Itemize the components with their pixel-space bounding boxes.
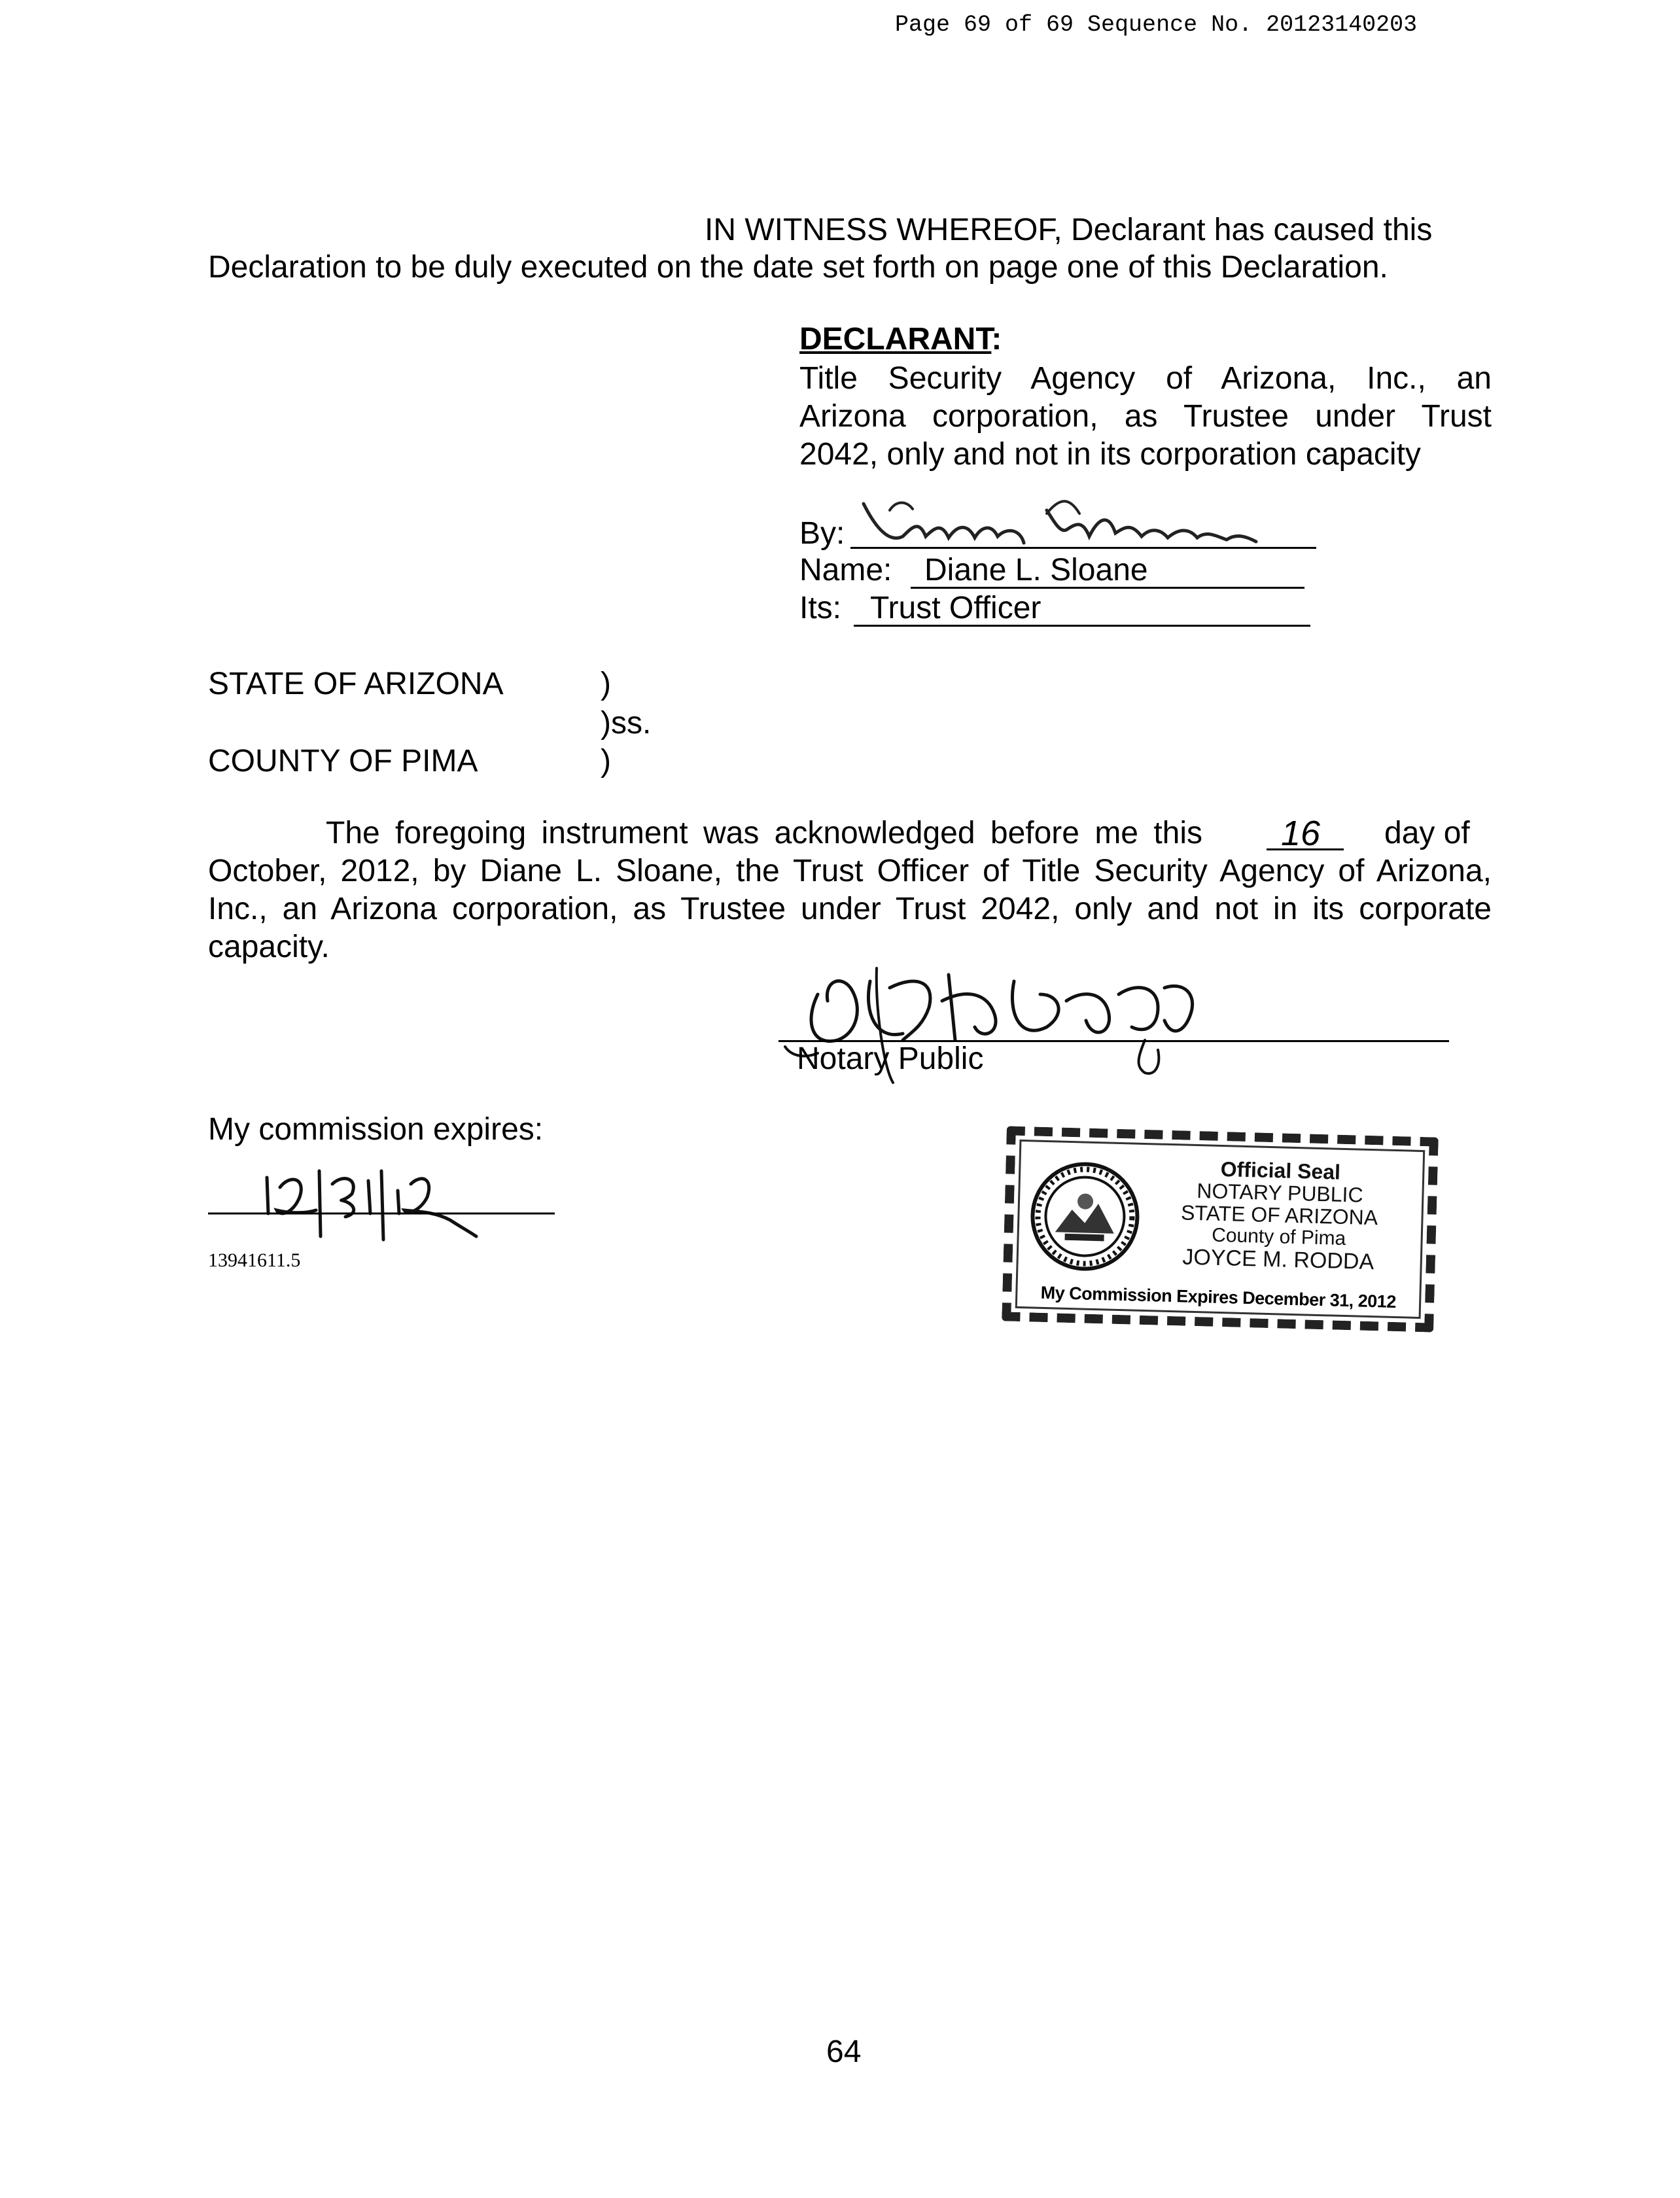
arizona-seal-icon: [1028, 1159, 1142, 1273]
name-label: Name:: [799, 553, 892, 587]
notary-seal-stamp: [1002, 1126, 1439, 1332]
name-value: Diane L. Sloane: [924, 553, 1148, 587]
seal-expires: My Commission Expires December 31, 2012: [1040, 1282, 1397, 1312]
ack-line-2: October, 2012, by Diane L. Sloane, the Trust Officer of Title Security Agency of Arizona,: [208, 854, 1492, 888]
seal-name: JOYCE M. RODDA: [1181, 1244, 1374, 1275]
venue-ss: )ss.: [601, 706, 652, 741]
commission-date-handwritten: [208, 1164, 561, 1243]
its-label: Its:: [799, 591, 842, 625]
declarant-line-3: 2042, only and not in its corporation capacity: [799, 437, 1421, 472]
venue-paren-3: ): [601, 744, 611, 778]
ack-line-3: Inc., an Arizona corporation, as Trustee under Trust 2042, only and not in its corporate: [208, 892, 1492, 926]
witness-line-2: Declaration to be duly executed on the date set forth on page one of this Declaration.: [208, 250, 1388, 285]
commission-label: My commission expires:: [208, 1112, 544, 1147]
its-value: Trust Officer: [870, 591, 1041, 625]
ack-line-4: capacity.: [208, 930, 330, 964]
declarant-heading: DECLARANT: [799, 322, 992, 357]
seal-notary-public: NOTARY PUBLIC: [1196, 1179, 1364, 1207]
witness-line-1: IN WITNESS WHEREOF, Declarant has caused this: [705, 213, 1433, 247]
page-number: 64: [826, 2034, 862, 2069]
seal-state: STATE OF ARIZONA: [1180, 1200, 1378, 1230]
declarant-line-2: Arizona corporation, as Trustee under Trust: [799, 399, 1492, 434]
ack-day-underline: [1267, 848, 1344, 850]
seal-county: County of Pima: [1211, 1224, 1346, 1250]
venue-paren-1: ): [601, 667, 611, 701]
ack-day-value: 16: [1281, 814, 1321, 853]
document-number: 13941611.5: [208, 1249, 301, 1271]
seal-official: Official Seal: [1220, 1157, 1341, 1184]
declarant-signature: [850, 491, 1321, 556]
by-label: By:: [799, 516, 845, 551]
notary-label: Notary Public: [797, 1041, 984, 1076]
venue-county: COUNTY OF PIMA: [208, 744, 478, 778]
ack-line-1-end: day of: [1384, 816, 1470, 850]
page-header: Page 69 of 69 Sequence No. 20123140203: [895, 12, 1418, 38]
seal-text-block: [1140, 1156, 1418, 1274]
ack-line-1-start: The foregoing instrument was acknowledged before me this: [326, 816, 1203, 850]
declarant-colon: :: [991, 322, 1002, 357]
declarant-heading-block: [799, 321, 1002, 358]
venue-state: STATE OF ARIZONA: [208, 667, 504, 701]
declarant-line-1: Title Security Agency of Arizona, Inc., an: [799, 361, 1492, 396]
